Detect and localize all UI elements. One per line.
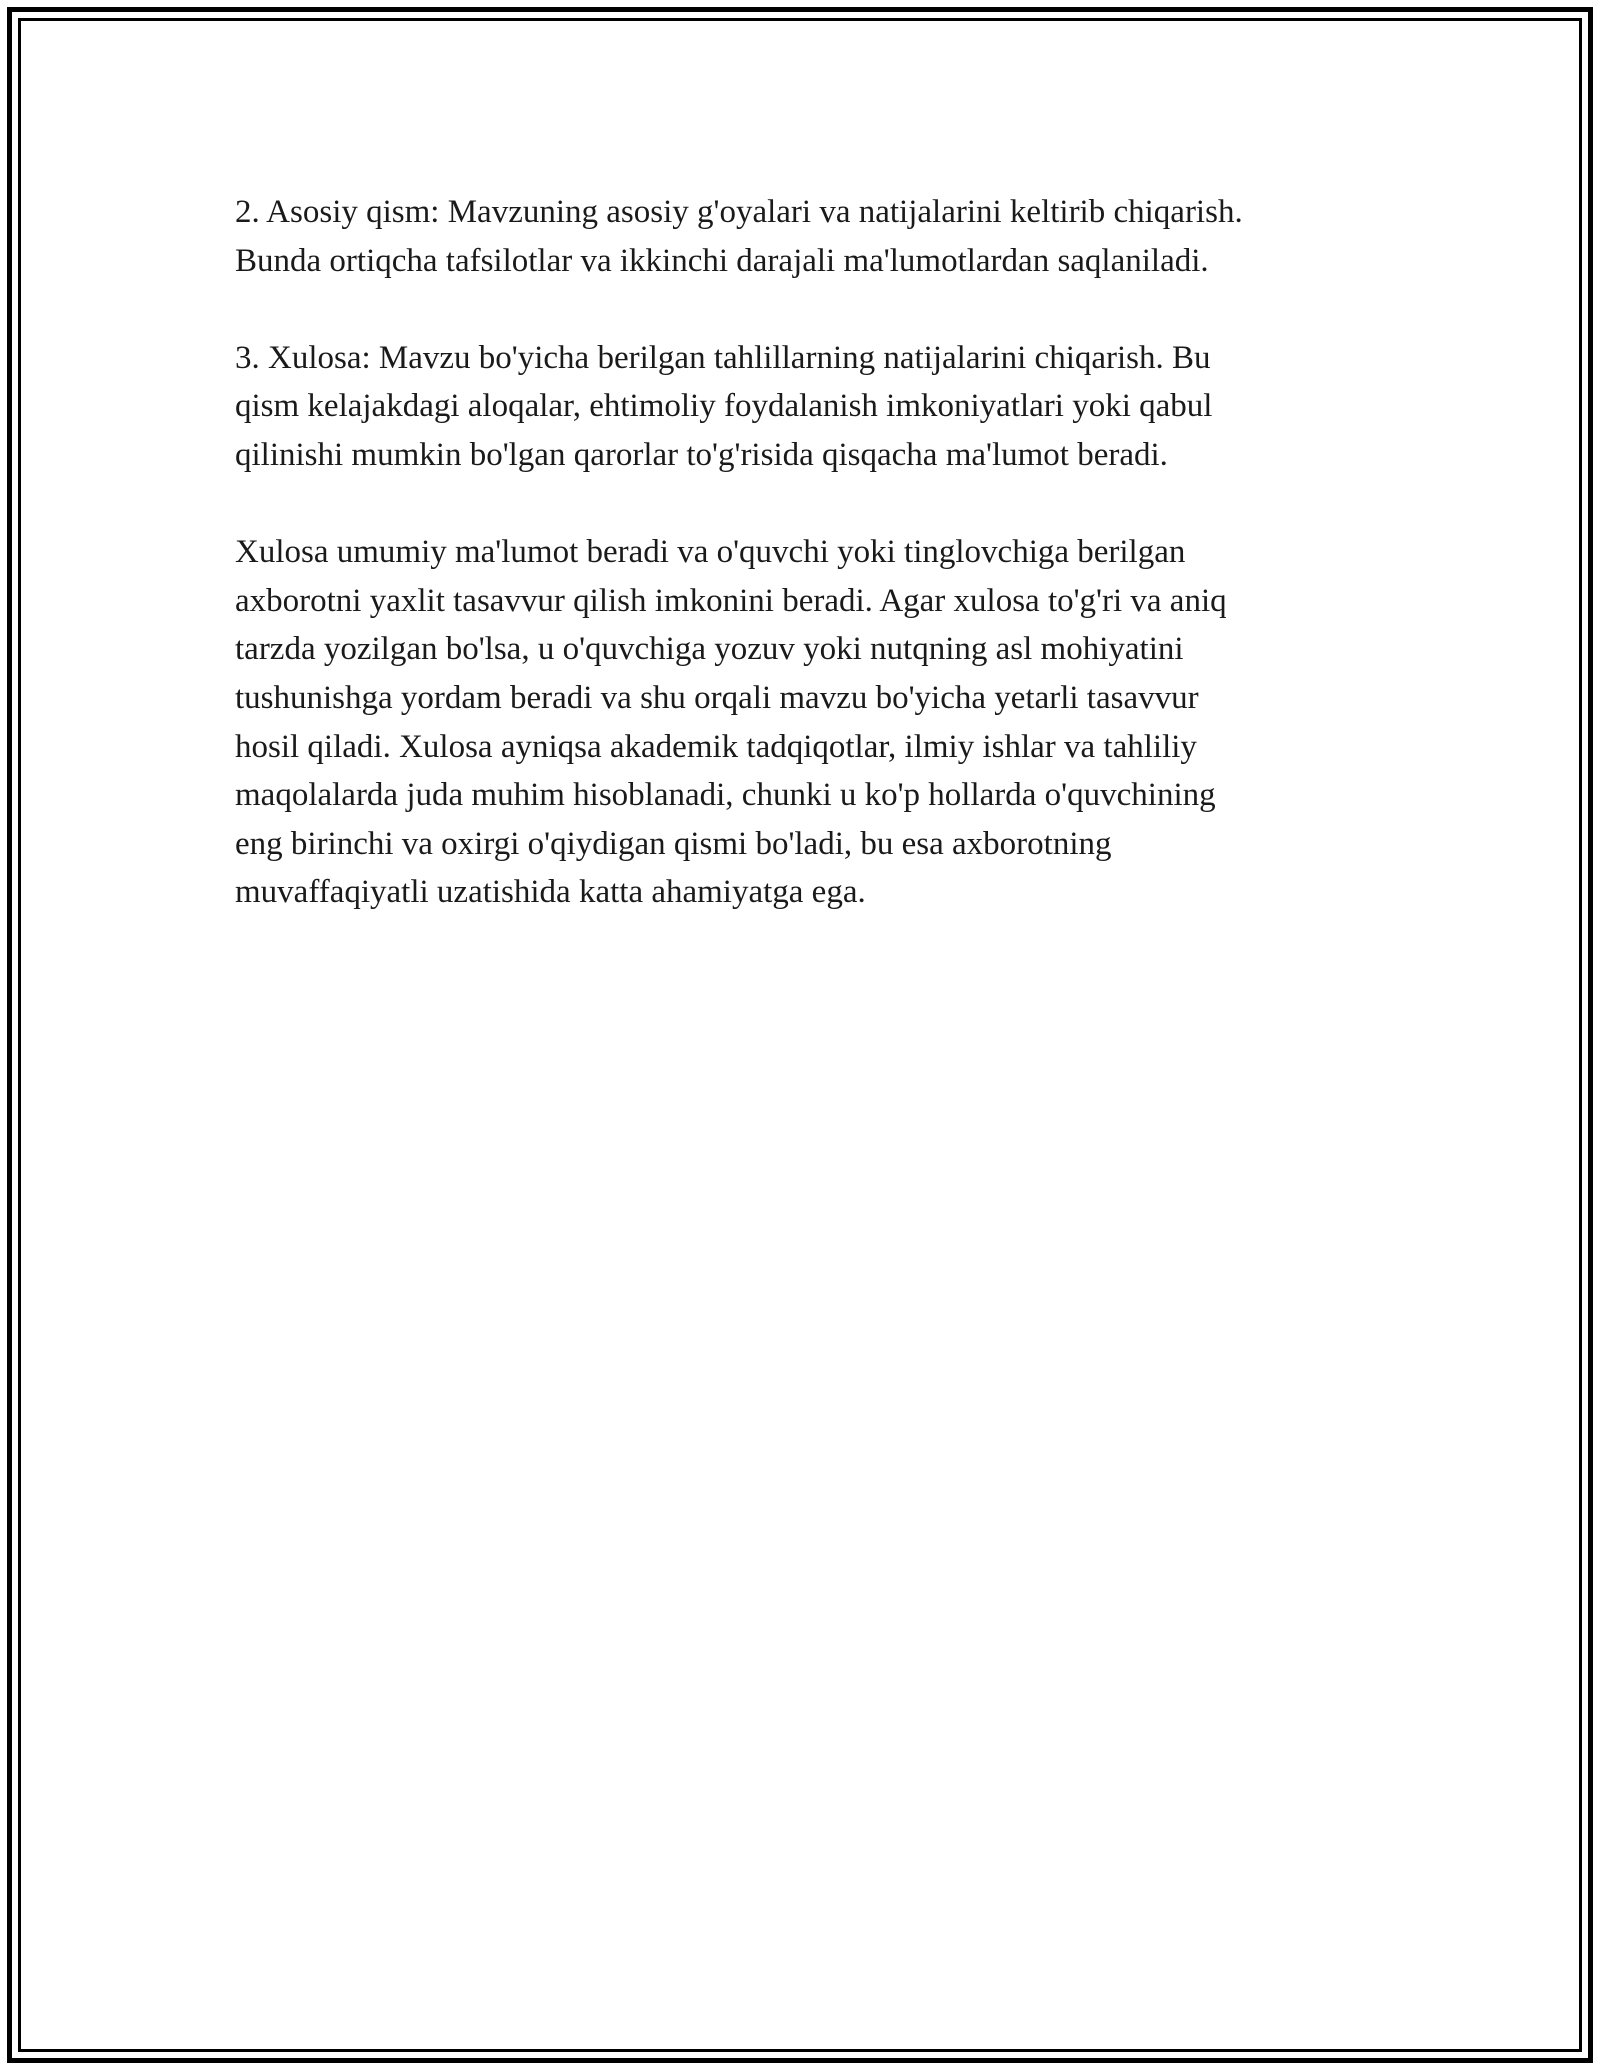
text-line: qism kelajakdagi aloqalar, ehtimoliy foydalanish imkoniyatlari yoki qabul	[235, 388, 1213, 425]
paragraph-main-part	[235, 188, 1365, 285]
text-line: tushunishga yordam beradi va shu orqali mavzu bo'yicha yetarli tasavvur	[235, 679, 1199, 716]
text-line: tarzda yozilgan bo'lsa, u o'quvchiga yozuv yoki nutqning asl mohiyatini	[235, 631, 1184, 668]
text-line: axborotni yaxlit tasavvur qilish imkonini beradi. Agar xulosa to'g'ri va aniq	[235, 582, 1227, 619]
document-body	[235, 188, 1365, 966]
text-line: eng birinchi va oxirgi o'qiydigan qismi bo'ladi, bu esa axborotning	[235, 825, 1112, 862]
text-line: Xulosa umumiy ma'lumot beradi va o'quvchi yoki tinglovchiga berilgan	[235, 534, 1186, 571]
text-line: 2. Asosiy qism: Mavzuning asosiy g'oyalari va natijalarini keltirib chiqarish.	[235, 194, 1243, 230]
text-line: 3. Xulosa: Mavzu bo'yicha berilgan tahlillarning natijalarini chiqarish. Bu	[235, 339, 1211, 376]
text-line: hosil qiladi. Xulosa ayniqsa akademik tadqiqotlar, ilmiy ishlar va tahliliy	[235, 728, 1197, 765]
paragraph-summary	[235, 528, 1365, 917]
text-line: Bunda ortiqcha tafsilotlar va ikkinchi darajali ma'lumotlardan saqlaniladi.	[235, 242, 1209, 279]
paragraph-conclusion-item	[235, 334, 1365, 480]
text-line: maqolalarda juda muhim hisoblanadi, chunki u ko'p hollarda o'quvchining	[235, 777, 1216, 814]
text-line: muvaffaqiyatli uzatishida katta ahamiyatga ega.	[235, 874, 866, 911]
text-line: qilinishi mumkin bo'lgan qarorlar to'g'risida qisqacha ma'lumot beradi.	[235, 436, 1168, 473]
